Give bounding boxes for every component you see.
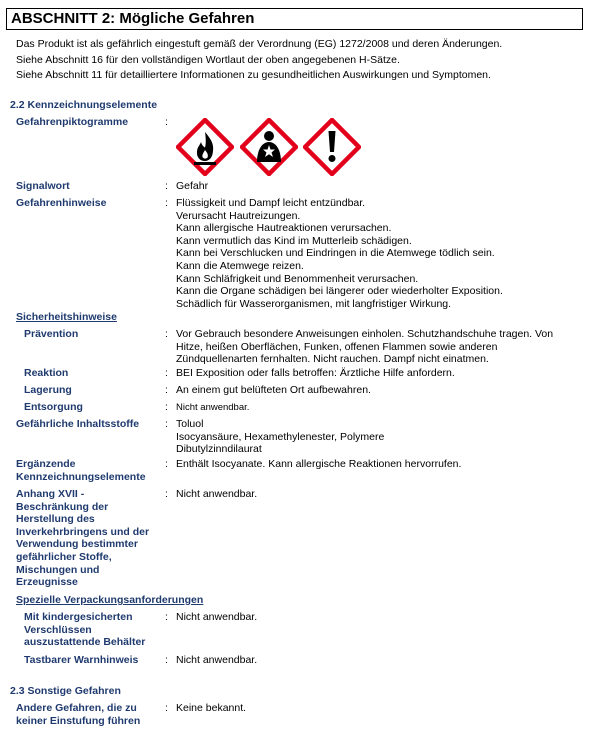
label-line: Andere Gefahren, die zu: [16, 702, 137, 714]
flame-icon: [176, 118, 234, 176]
storage-value: An einem gut belüfteten Ort aufbewahren.: [176, 384, 371, 396]
tactile-warning-value: Nicht anwendbar.: [176, 654, 258, 666]
prevention-label: Prävention: [24, 328, 79, 340]
precautionary-statements-heading: Sicherheitshinweise: [16, 311, 117, 323]
intro-line: Siehe Abschnitt 16 für den vollständigen Wortlaut der oben angegebenen H-Sätze.: [16, 54, 400, 66]
reaction-value: BEI Exposition oder falls betroffen: Ärztliche Hilfe anfordern.: [176, 367, 455, 379]
hazard-statements-label: Gefahrenhinweise: [16, 197, 107, 209]
label-line: Herstellung des: [16, 513, 95, 526]
ingredient: Toluol: [176, 418, 204, 430]
hazard-statement: Verursacht Hautreizungen.: [176, 209, 301, 222]
signal-word-value: Gefahr: [176, 180, 209, 192]
hazard-statement: Kann Schläfrigkeit und Benommenheit verursachen.: [176, 272, 419, 285]
supplemental-label-elements-label: [16, 458, 146, 483]
colon: :: [165, 401, 168, 413]
label-line: auszustattende Behälter: [24, 636, 146, 649]
colon: :: [165, 328, 168, 340]
section-title: ABSCHNITT 2: Mögliche Gefahren: [11, 10, 255, 27]
hazard-statements-list: [176, 197, 503, 310]
hazard-statement: Schädlich für Wasserorganismen, mit langfristiger Wirkung.: [176, 297, 452, 310]
subsection-title-2-2: 2.2 Kennzeichnungselemente: [10, 99, 158, 111]
label-line: Verwendung bestimmter: [16, 538, 138, 551]
label-line: Kennzeichnungselemente: [16, 470, 146, 483]
colon: :: [165, 384, 168, 396]
exclamation-mark-icon: [303, 118, 361, 176]
colon: :: [165, 116, 168, 128]
label-line: Erzeugnisse: [16, 576, 78, 589]
signal-word-label: Signalwort: [16, 180, 70, 192]
colon: :: [165, 611, 168, 623]
intro-line: Siehe Abschnitt 11 für detailliertere Informationen zu gesundheitlichen Auswirkungen und Symptomen.: [16, 69, 491, 81]
colon: :: [165, 418, 168, 430]
label-line: gefährlicher Stoffe,: [16, 550, 112, 563]
colon: :: [165, 458, 168, 470]
health-hazard-icon: [240, 118, 298, 176]
label-line: Ergänzende: [16, 458, 76, 470]
colon: :: [165, 180, 168, 192]
supplemental-label-elements-value: Enthält Isocyanate. Kann allergische Reaktionen hervorrufen.: [176, 458, 462, 470]
annex-xvii-label: [16, 488, 149, 589]
hazard-statement: Flüssigkeit und Dampf leicht entzündbar.: [176, 197, 366, 209]
label-line: Mit kindergesicherten: [24, 611, 133, 623]
hazard-statement: Kann allergische Hautreaktionen verursachen.: [176, 222, 392, 235]
label-line: keiner Einstufung führen: [16, 714, 141, 727]
colon: :: [165, 197, 168, 209]
label-line: Anhang XVII -: [16, 488, 85, 500]
ingredient: Dibutylzinndilaurat: [176, 443, 262, 456]
ingredient: Isocyansäure, Hexamethylenester, Polymere: [176, 430, 385, 443]
other-hazards-label: [16, 702, 140, 727]
hazard-statement: Kann die Atemwege reizen.: [176, 259, 304, 272]
hazard-statement: Kann die Organe schädigen bei längerer oder wiederholter Exposition.: [176, 285, 503, 298]
label-line: Beschränkung der: [16, 500, 109, 513]
pictograms-label: Gefahrenpiktogramme: [16, 116, 129, 128]
hazard-statement: Kann bei Verschlucken und Eindringen in die Atemwege tödlich sein.: [176, 247, 495, 260]
hazardous-ingredients-list: [176, 418, 384, 456]
label-line: Inverkehrbringens und der: [16, 525, 150, 538]
colon: :: [165, 702, 168, 714]
annex-xvii-value: Nicht anwendbar.: [176, 488, 258, 500]
colon: :: [165, 488, 168, 500]
disposal-label: Entsorgung: [24, 401, 83, 413]
colon: :: [165, 367, 168, 379]
other-hazards-value: Keine bekannt.: [176, 702, 247, 714]
section-header: [6, 8, 583, 30]
hazard-statement: Kann vermutlich das Kind im Mutterleib schädigen.: [176, 234, 412, 247]
colon: :: [165, 654, 168, 666]
disposal-value: Nicht anwendbar.: [176, 402, 250, 413]
storage-label: Lagerung: [24, 384, 72, 396]
reaction-label: Reaktion: [24, 367, 69, 379]
child-resistant-closures-value: Nicht anwendbar.: [176, 611, 258, 623]
hazardous-ingredients-label: Gefährliche Inhaltsstoffe: [16, 418, 140, 430]
subsection-title-2-3: 2.3 Sonstige Gefahren: [10, 685, 121, 697]
child-resistant-closures-label: [24, 611, 145, 649]
special-packaging-heading: Spezielle Verpackungsanforderungen: [16, 594, 204, 606]
intro-line: Das Produkt ist als gefährlich eingestuft gemäß der Verordnung (EG) 1272/2008 und deren Änderungen.: [16, 38, 503, 50]
label-line: Mischungen und: [16, 563, 100, 576]
label-line: Verschlüssen: [24, 623, 92, 636]
prevention-value: Vor Gebrauch besondere Anweisungen einholen. Schutzhandschuhe tragen. Von Hitze, heißen Oberflächen, Funken, offenen Flammen sowie anderen Zündquellenarten fernhalten. Nicht rauchen. Dampf nicht einatmen.: [176, 328, 554, 366]
tactile-warning-label: Tastbarer Warnhinweis: [24, 654, 139, 666]
